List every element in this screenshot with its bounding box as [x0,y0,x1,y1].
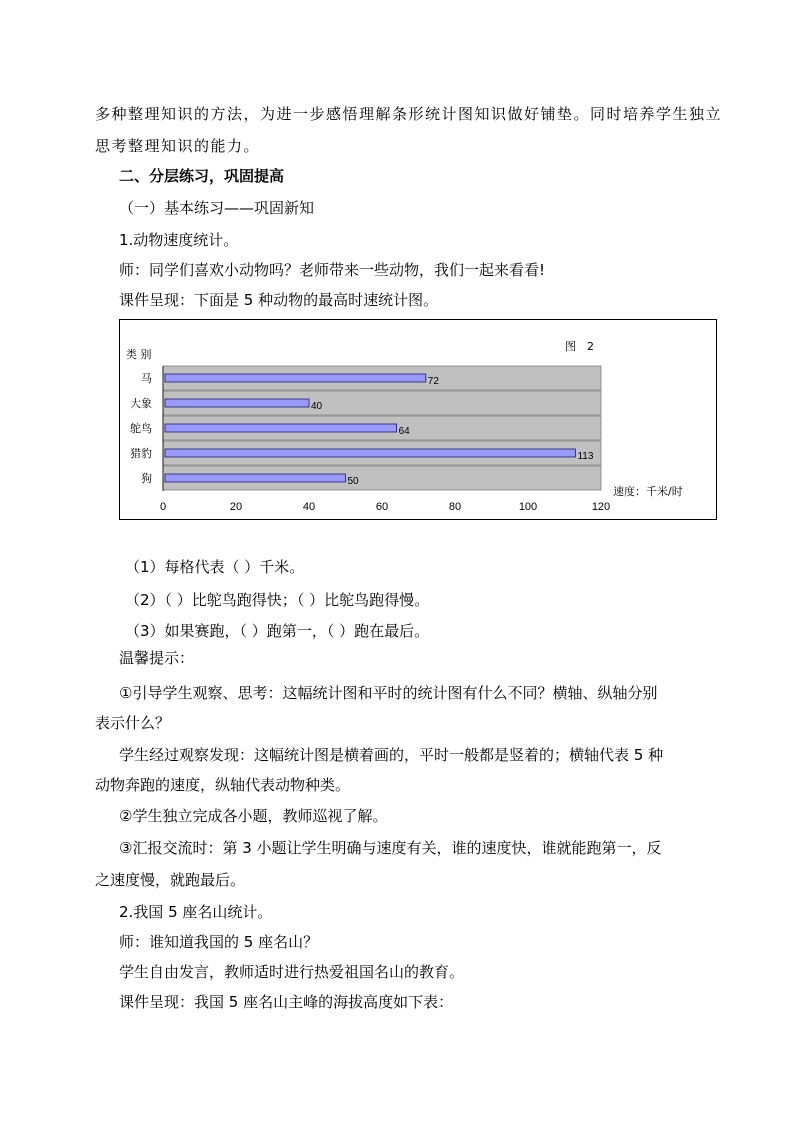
note-1: ①引导学生观察、思考：这幅统计图和平时的统计图有什么不同？横轴、纵轴分别 [119,684,658,702]
category-tick-label: 鸵鸟 [130,422,152,435]
observation-line: 学生经过观察发现：这幅统计图是横着画的，平时一般都是竖着的；横轴代表 5 种 [119,746,664,764]
category-tick-label: 马 [141,372,152,385]
bar [165,449,575,457]
bar [165,374,426,382]
tip-label: 温馨提示： [119,649,195,667]
x-axis-label: 速度：千米/时 [613,485,683,498]
y-axis-label: 类 别 [126,348,152,361]
note-1-cont: 表示什么？ [95,714,171,732]
data-label: 40 [311,401,323,412]
courseware-line-2: 课件呈现：我国 5 座名山主峰的海拔高度如下表： [119,993,454,1011]
subsection-heading: （一）基本练习——巩固新知 [119,199,315,217]
note-3-cont: 之速度慢，就跑最后。 [95,871,246,889]
data-label: 113 [577,451,594,462]
exercise-title-2: 2.我国 5 座名山统计。 [119,903,273,921]
x-tick-label: 60 [375,501,389,513]
category-tick-label: 猎豹 [130,447,152,460]
section-heading: 二、分层练习，巩固提高 [119,167,285,185]
question-2: （2）（ ）比鸵鸟跑得快；（ ）比鸵鸟跑得慢。 [125,591,430,609]
bar-chart-svg [120,320,718,521]
category-tick-label: 狗 [141,472,152,485]
x-tick-label: 0 [159,501,167,513]
teacher-line-2: 师：谁知道我国的 5 座名山？ [119,933,319,951]
x-tick-label: 80 [448,501,462,513]
bar [165,424,397,432]
x-tick-label: 40 [302,501,316,513]
student-line: 学生自由发言，教师适时进行热爱祖国名山的教育。 [119,963,465,981]
bar [165,474,346,482]
chart-title: 图 2 [565,340,594,353]
category-tick-label: 大象 [130,397,152,410]
data-label: 64 [398,426,410,437]
x-tick-label: 100 [518,501,538,513]
courseware-line: 课件呈现：下面是 5 种动物的最高时速统计图。 [119,291,439,309]
question-3: （3）如果赛跑，（ ）跑第一，（ ）跑在最后。 [125,622,430,640]
paragraph-line: 思考整理知识的能力。 [95,137,261,155]
teacher-line: 师：同学们喜欢小动物吗？老师带来一些动物，我们一起来看看! [119,261,546,279]
x-tick-label: 20 [229,501,243,513]
x-tick-label: 120 [591,501,611,513]
bar [165,399,309,407]
note-3: ③汇报交流时：第 3 小题让学生明确与速度有关，谁的速度快，谁就能跑第一，反 [119,839,662,857]
note-2: ②学生独立完成各小题，教师巡视了解。 [119,807,388,825]
exercise-title: 1.动物速度统计。 [119,231,239,249]
data-label: 50 [347,476,359,487]
question-1: （1）每格代表（ ）千米。 [125,558,305,576]
data-label: 72 [427,376,439,387]
paragraph-line: 多种整理知识的方法，为进一步感悟理解条形统计图知识做好铺垫。同时培养学生独立 [95,105,723,123]
bar-chart [119,319,717,520]
observation-cont: 动物奔跑的速度，纵轴代表动物种类。 [95,776,351,794]
